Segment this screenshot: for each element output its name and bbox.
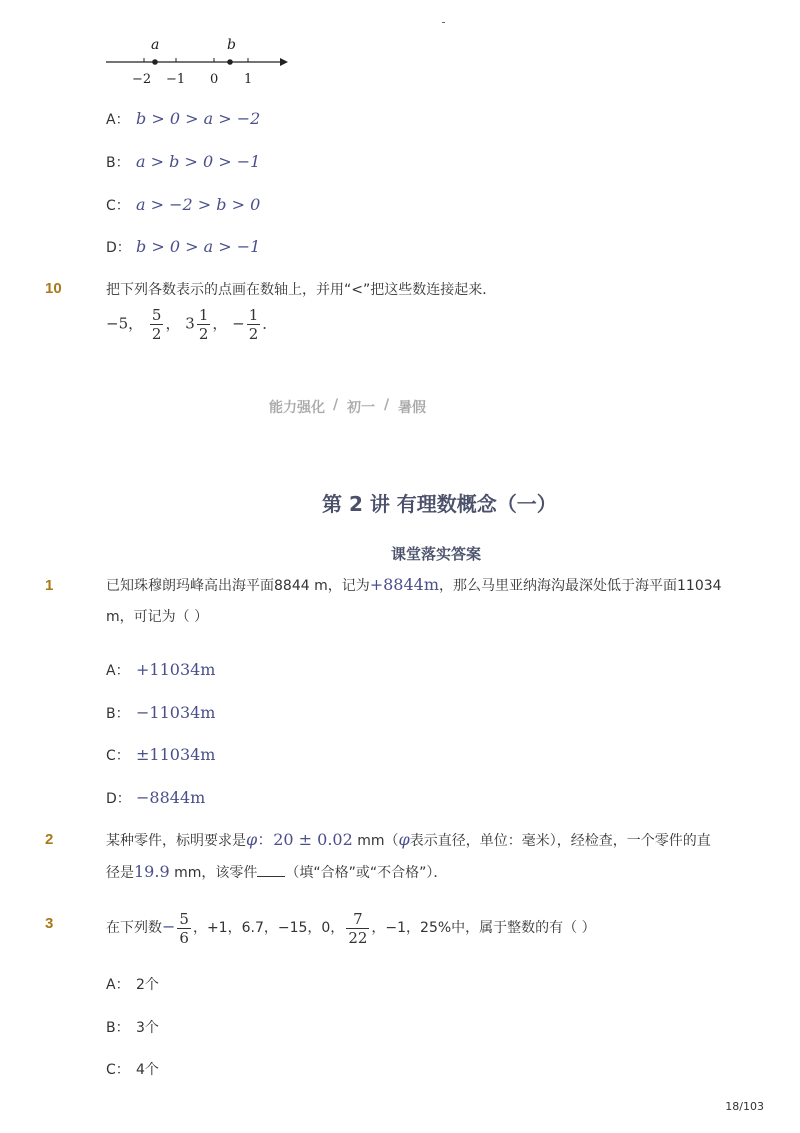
label-a: a — [151, 37, 160, 53]
question-number: 1 — [45, 577, 54, 594]
fraction: $\frac{1}{2}$ — [248, 306, 259, 343]
question-text: 在下列数− $\frac{5}{6}$ ，+1，6.7，−15，0， $\frac{7}{22}$ ，−1，25%中，属于整数的有（ ） — [106, 909, 596, 947]
question-number: 3 — [45, 915, 54, 932]
option-expr: a > −2 > b > 0 — [136, 195, 261, 214]
section-subtitle: 课堂落实答案 — [391, 545, 482, 563]
option-expr: b > 0 > a > −1 — [136, 237, 261, 256]
tick-1: 1 — [244, 72, 253, 87]
fraction: $\frac{5}{2}$ — [151, 306, 162, 343]
fraction: $\frac{1}{2}$ — [198, 306, 209, 343]
answer-blank[interactable] — [257, 862, 285, 877]
label-b: b — [227, 37, 236, 53]
question-text-line2: m，可记为（ ） — [106, 609, 209, 625]
option-expr: 4个 — [136, 1062, 159, 1078]
header-mark — [442, 22, 445, 23]
option-expr: 3个 — [136, 1020, 159, 1036]
option-c: C： a > −2 > b > 0 — [106, 195, 261, 214]
option-expr: a > b > 0 > −1 — [136, 152, 261, 171]
option-d: D： b > 0 > a > −1 — [106, 237, 261, 256]
question-text: 已知珠穆朗玛峰高出海平面8844 m，记为+8844m，那么马里亚纳海沟最深处低于海平面11034 — [106, 575, 722, 594]
option-c: C： ±11034m — [106, 745, 216, 764]
option-b: B： −11034m — [106, 703, 216, 722]
tick-0: 0 — [210, 72, 219, 87]
fraction: $\frac{7}{22}$ — [348, 909, 368, 947]
option-a: A： 2个 — [106, 977, 159, 993]
number-line-figure — [100, 34, 290, 90]
question-numbers: −5， $\frac{5}{2}$ ， 3 $\frac{1}{2}$ ， − $\frac{1}{2}$ ． — [106, 306, 278, 343]
option-expr: +11034m — [136, 660, 216, 679]
question-text-line2: 径是19.9 mm，该零件 （填“合格”或“不合格”）． — [106, 862, 448, 881]
option-b: B： 3个 — [106, 1020, 159, 1036]
question-text: 某种零件，标明要求是φ：20 ± 0.02 mm（φ表示直径，单位：毫米），经检查，一个零件的直 — [106, 830, 711, 849]
option-expr: 2个 — [136, 977, 159, 993]
tick-neg2: −2 — [132, 72, 152, 87]
option-a: A： +11034m — [106, 660, 216, 679]
option-expr: −8844m — [136, 788, 206, 807]
section-title: 第 2 讲 有理数概念（一） — [322, 492, 557, 516]
page-number: 18/103 — [725, 1100, 764, 1113]
tick-neg1: −1 — [166, 72, 186, 87]
option-b: B： a > b > 0 > −1 — [106, 152, 261, 171]
option-a: A： b > 0 > a > −2 — [106, 109, 261, 128]
fraction: $\frac{5}{6}$ — [179, 909, 189, 947]
point-a — [152, 59, 158, 65]
option-expr: −11034m — [136, 703, 216, 722]
question-number: 10 — [45, 280, 62, 297]
option-expr: b > 0 > a > −2 — [136, 109, 261, 128]
point-b — [227, 59, 233, 65]
question-number: 2 — [45, 831, 54, 848]
option-c: C： 4个 — [106, 1062, 159, 1078]
question-text: 把下列各数表示的点画在数轴上，并用“<”把这些数连接起来． — [106, 282, 497, 298]
option-d: D： −8844m — [106, 788, 206, 807]
option-expr: ±11034m — [136, 745, 216, 764]
